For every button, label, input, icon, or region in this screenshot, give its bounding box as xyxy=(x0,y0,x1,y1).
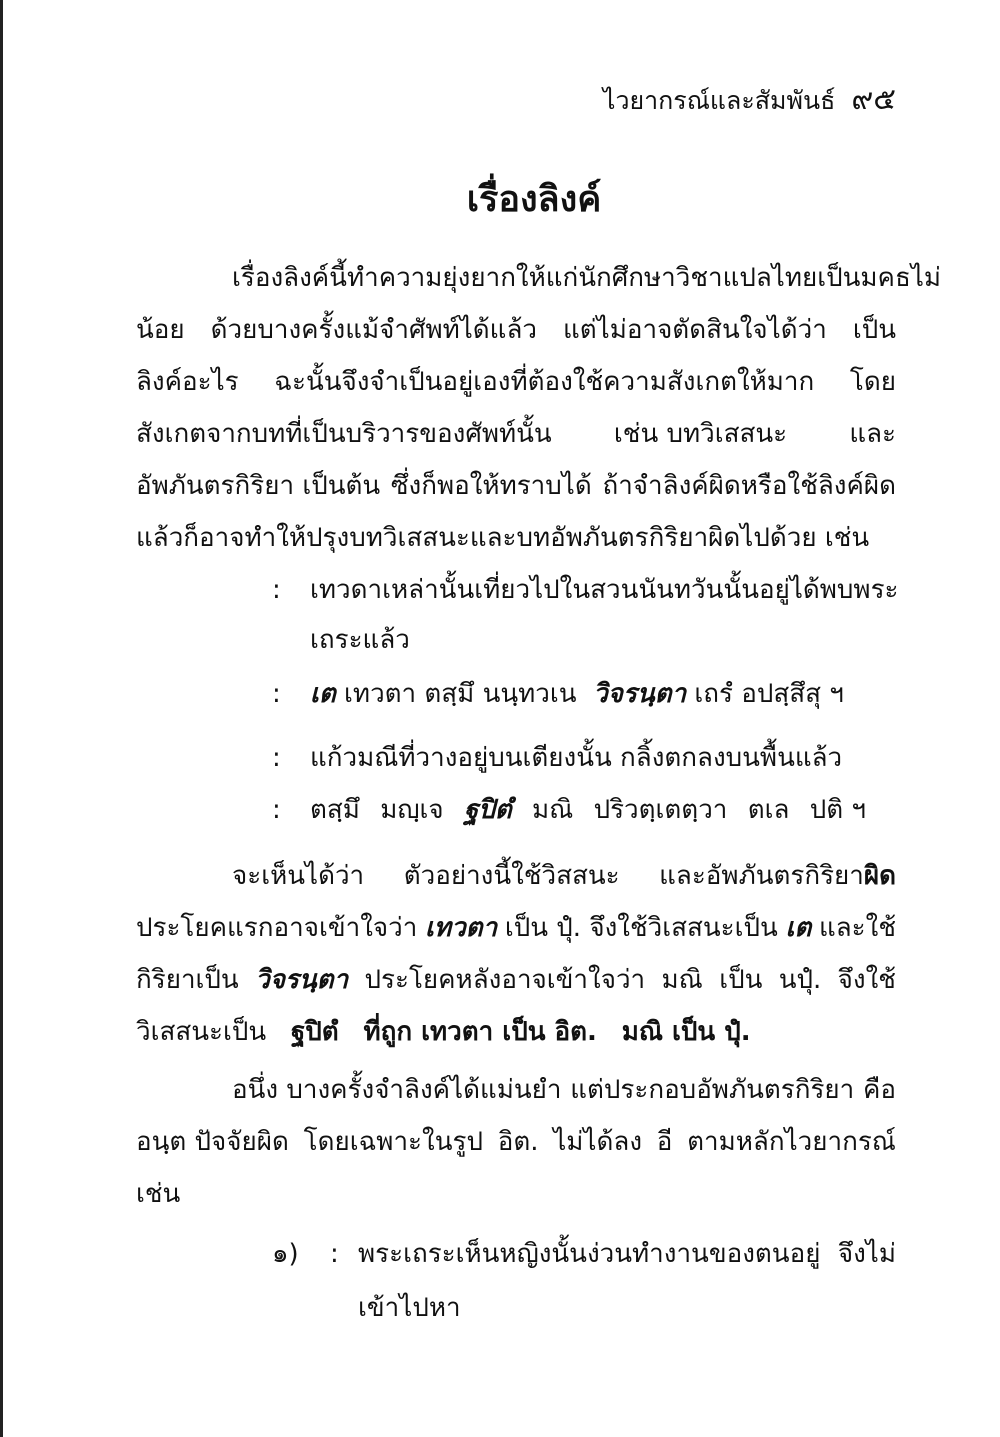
pali-emphasis: วิจรนฺตา xyxy=(593,679,687,709)
emphasis-wrong: ผิด xyxy=(863,861,896,891)
example2-pali-colon: : xyxy=(272,795,281,825)
para1-line4: สังเกตจากบทที่เป็นบริวารของศัพท์นั้น เช่น บทวิเสสนะ และ xyxy=(136,419,896,449)
example3-thai-line1: พระเถระเห็นหญิงนั้นง่วนทำงานของตนอยู่ จึงไม่ xyxy=(358,1239,896,1269)
para1-line5: อัพภันตรกิริยา เป็นต้น ซึ่งก็พอให้ทราบได้ ถ้าจำลิงค์ผิดหรือใช้ลิงค์ผิด xyxy=(136,471,896,501)
para2-line3: กิริยาเป็น วิจรนฺตา ประโยคหลังอาจเข้าใจว่า มณิ เป็น นปุํ. จึงใช้ xyxy=(136,965,896,995)
para3-line2: อนฺต ปัจจัยผิด โดยเฉพาะในรูป อิต. ไม่ได้ลง อี ตามหลักไวยากรณ์ xyxy=(136,1127,896,1157)
para1-line2: น้อย ด้วยบางครั้งแม้จำศัพท์ได้แล้ว แต่ไม่อาจตัดสินใจได้ว่า เป็น xyxy=(136,315,896,345)
chapter-title: เรื่องลิงค์ xyxy=(466,179,602,220)
example3-thai-line2: เข้าไปหา xyxy=(358,1293,461,1323)
pali-emphasis: ฐปิตํ xyxy=(463,795,512,825)
example1-thai-line1: เทวดาเหล่านั้นเที่ยวไปในสวนนันทวันนั้นอยู่ ได้พบพระ xyxy=(310,575,899,605)
para3-line3: เช่น xyxy=(136,1179,181,1209)
para1-line1: เรื่องลิงค์นี้ทำความยุ่งยากให้แก่นักศึกษาวิชาแปลไทยเป็นมคธไม่ xyxy=(232,263,942,293)
example2-pali: ตสฺมึ มญฺเจ ฐปิตํ มณิ ปริวตฺเตตฺวา ตเล ปติ ฯ xyxy=(310,784,866,836)
example1-pali: เต เทวตา ตสฺมึ นนฺทวเน วิจรนฺตา เถรํ อปสฺสึสุ ฯ xyxy=(310,679,844,709)
example1-pali-colon: : xyxy=(272,679,281,709)
para3-line1: อนึ่ง บางครั้งจำลิงค์ได้แม่นยำ แต่ประกอบอัพภันตรกิริยา คือ xyxy=(232,1075,896,1105)
para2-line1: จะเห็นได้ว่า ตัวอย่างนี้ใช้วิสสนะ และอัพภันตรกิริยาผิด xyxy=(232,861,896,891)
example3-number: ๑) xyxy=(272,1239,299,1269)
para1-line6: แล้วก็อาจทำให้ปรุงบทวิเสสนะและบทอัพภันตรกิริยาผิดไปด้วย เช่น xyxy=(136,523,870,553)
running-head-title: ไวยากรณ์และสัมพันธ์ xyxy=(602,86,836,115)
running-head xyxy=(603,80,896,121)
example2-thai: แก้วมณีที่วางอยู่บนเตียงนั้น กลิ้งตกลงบนพื้นแล้ว xyxy=(310,743,843,773)
para2-line4: วิเสสนะเป็น ฐปิตํ ที่ถูก เทวตา เป็น อิต. มณิ เป็น ปุํ. xyxy=(136,1017,751,1047)
example3-colon: : xyxy=(330,1239,339,1269)
example1-thai-line2: เถระแล้ว xyxy=(310,625,410,655)
example2-thai-colon: : xyxy=(272,743,281,773)
page-edge xyxy=(0,0,3,1437)
para1-line3: ลิงค์อะไร ฉะนั้นจึงจำเป็นอยู่เองที่ต้องใช้ความสังเกตให้มาก โดย xyxy=(136,367,896,397)
page-number: ๙๕ xyxy=(851,82,896,117)
example1-thai-colon: : xyxy=(272,575,281,605)
para2-line2: ประโยคแรกอาจเข้าใจว่า เทวตา เป็น ปุํ. จึงใช้วิเสสนะเป็น เต และใช้ xyxy=(136,913,896,943)
pali-emphasis: เต xyxy=(310,679,336,709)
